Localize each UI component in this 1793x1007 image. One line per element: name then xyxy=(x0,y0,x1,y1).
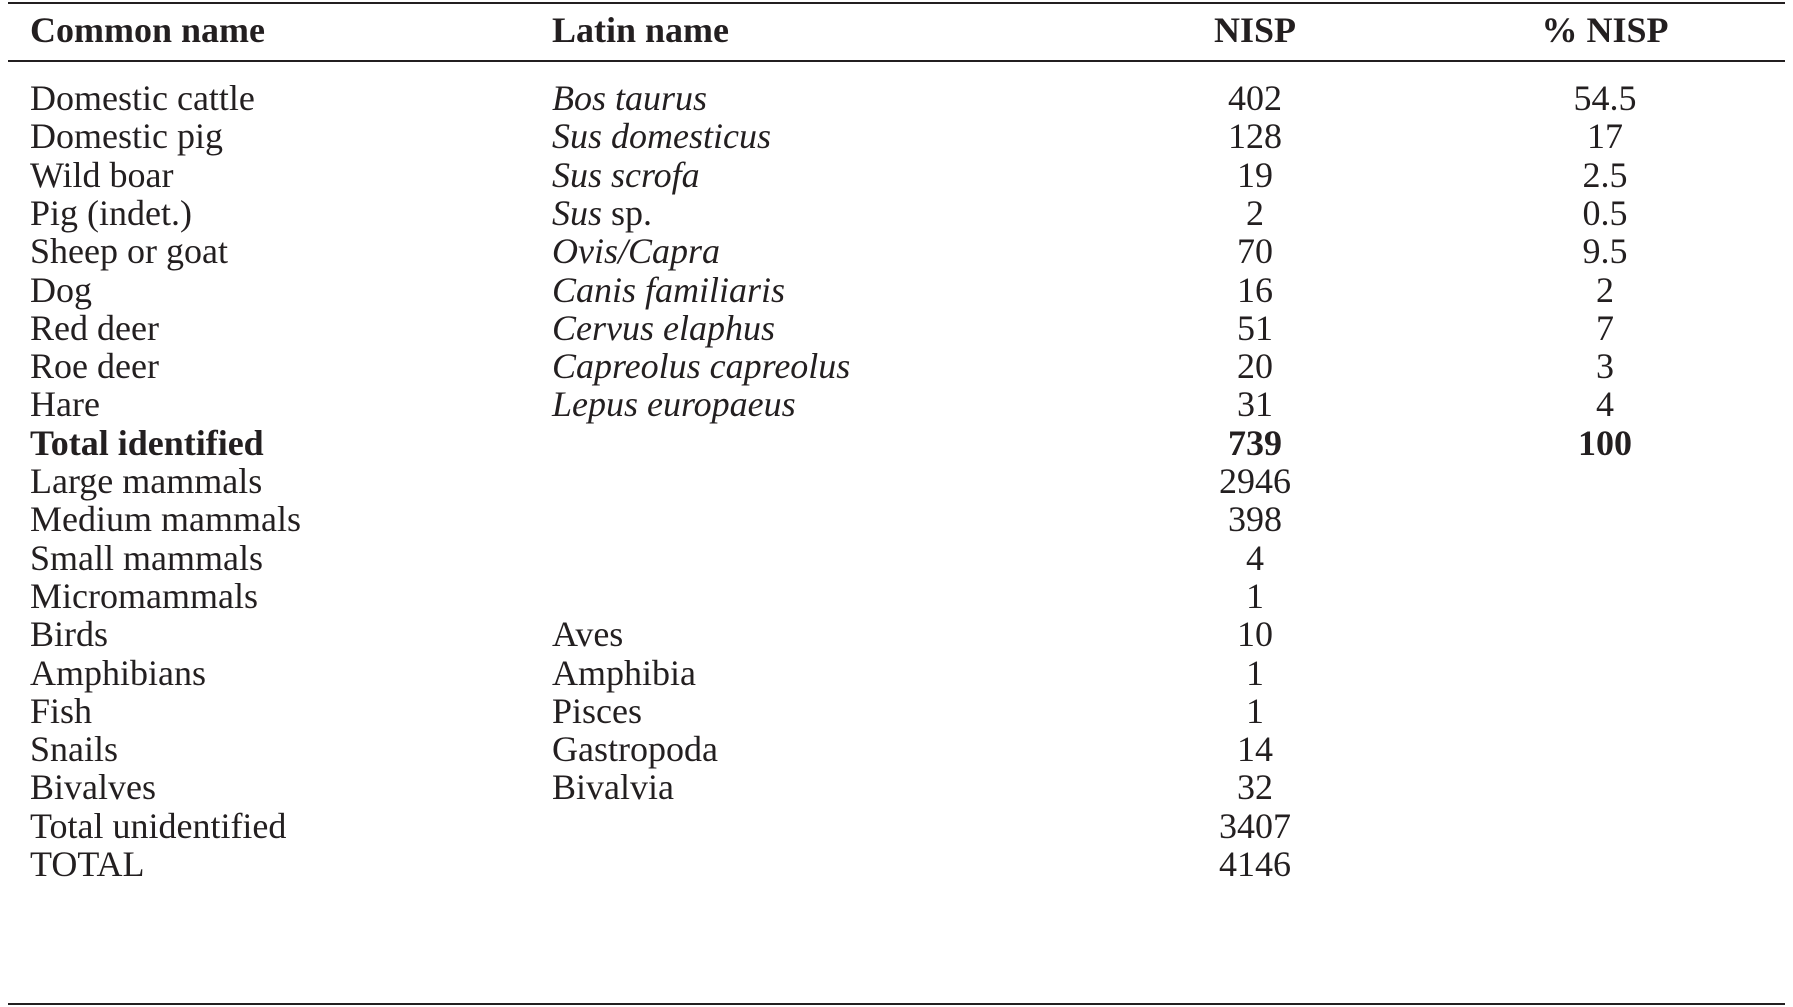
cell-nisp: 1 xyxy=(1246,575,1264,616)
cell-nisp: 4146 xyxy=(1219,844,1291,884)
cell-nisp: 51 xyxy=(1237,307,1273,348)
cell-common-name: Red deer xyxy=(30,307,159,348)
latin-name-plain: sp. xyxy=(602,192,653,233)
cell-nisp: 70 xyxy=(1237,231,1273,272)
cell-nisp: 128 xyxy=(1228,116,1282,157)
cell-nisp: 4 xyxy=(1246,537,1264,578)
cell-nisp: 2946 xyxy=(1219,461,1291,501)
header-percent-nisp: % NISP xyxy=(1541,10,1669,50)
cell-common-name: Wild boar xyxy=(30,154,174,195)
latin-name-italic: Sus domesticus xyxy=(552,116,771,157)
latin-name-italic: Bos taurus xyxy=(552,78,708,118)
table-row xyxy=(0,842,1793,886)
header-nisp: NISP xyxy=(1213,10,1297,50)
cell-nisp: 3407 xyxy=(1219,805,1291,846)
latin-name-italic: Sus scrofa xyxy=(552,154,700,195)
cell-percent-nisp: 3 xyxy=(1596,346,1614,387)
latin-name-italic: Canis familiaris xyxy=(552,269,786,310)
cell-percent-nisp: 17 xyxy=(1587,116,1623,157)
table-header xyxy=(0,8,1793,58)
cell-nisp: 402 xyxy=(1228,78,1282,118)
latin-name-plain: Bivalvia xyxy=(552,767,674,808)
cell-nisp: 2 xyxy=(1246,192,1264,233)
cell-common-name: Pig (indet.) xyxy=(30,192,192,233)
cell-common-name: Bivalves xyxy=(30,767,156,808)
latin-name-italic: Capreolus capreolus xyxy=(552,346,851,387)
cell-percent-nisp: 0.5 xyxy=(1582,192,1628,233)
cell-nisp: 14 xyxy=(1237,729,1273,770)
cell-common-name: Birds xyxy=(30,614,109,655)
latin-name-italic: Sus xyxy=(552,192,603,233)
cell-common-name: Total identified xyxy=(30,422,264,463)
latin-name-italic: Cervus elaphus xyxy=(552,307,775,348)
cell-nisp: 32 xyxy=(1237,767,1273,808)
header-common-name: Common name xyxy=(30,10,265,50)
cell-percent-nisp: 7 xyxy=(1596,307,1614,348)
table-top-rule xyxy=(8,2,1785,4)
latin-name-plain: Gastropoda xyxy=(552,729,718,770)
latin-name-plain: Aves xyxy=(552,614,624,655)
cell-percent-nisp: 2 xyxy=(1596,269,1614,310)
cell-nisp: 16 xyxy=(1237,269,1273,310)
cell-common-name: Total unidentified xyxy=(30,805,287,846)
cell-common-name: Large mammals xyxy=(30,461,263,501)
cell-common-name: Domestic pig xyxy=(30,116,223,157)
cell-common-name: Micromammals xyxy=(30,575,258,616)
cell-nisp: 10 xyxy=(1237,614,1273,655)
cell-common-name: Amphibians xyxy=(30,652,206,693)
table-header-rule xyxy=(8,60,1785,62)
latin-name-italic: Ovis/Capra xyxy=(552,231,721,272)
cell-percent-nisp: 4 xyxy=(1596,384,1614,425)
cell-common-name: Dog xyxy=(30,269,92,310)
cell-percent-nisp: 54.5 xyxy=(1573,78,1637,118)
latin-name-italic: Lepus europaeus xyxy=(552,384,796,425)
cell-nisp: 31 xyxy=(1237,384,1273,425)
cell-nisp: 20 xyxy=(1237,346,1273,387)
cell-common-name: Domestic cattle xyxy=(30,78,255,118)
cell-common-name: Fish xyxy=(30,690,93,731)
header-latin-name: Latin name xyxy=(552,10,730,50)
cell-nisp: 19 xyxy=(1237,154,1273,195)
latin-name-plain: Amphibia xyxy=(552,652,696,693)
latin-name-plain: Pisces xyxy=(552,690,642,731)
table-bottom-rule xyxy=(8,1003,1785,1005)
cell-percent-nisp: 2.5 xyxy=(1582,154,1628,195)
cell-common-name: Roe deer xyxy=(30,346,159,387)
cell-nisp: 1 xyxy=(1246,652,1264,693)
cell-percent-nisp: 100 xyxy=(1578,422,1632,463)
cell-common-name: Snails xyxy=(30,729,119,770)
cell-nisp: 398 xyxy=(1228,499,1282,540)
cell-nisp: 1 xyxy=(1246,690,1264,731)
cell-common-name: Medium mammals xyxy=(30,499,301,540)
cell-nisp: 739 xyxy=(1228,422,1282,463)
cell-common-name: Sheep or goat xyxy=(30,231,228,272)
cell-percent-nisp: 9.5 xyxy=(1582,231,1628,272)
cell-common-name: Hare xyxy=(30,384,100,425)
cell-common-name: TOTAL xyxy=(30,844,145,884)
cell-common-name: Small mammals xyxy=(30,537,263,578)
cell-percent-nisp xyxy=(1505,842,1705,886)
